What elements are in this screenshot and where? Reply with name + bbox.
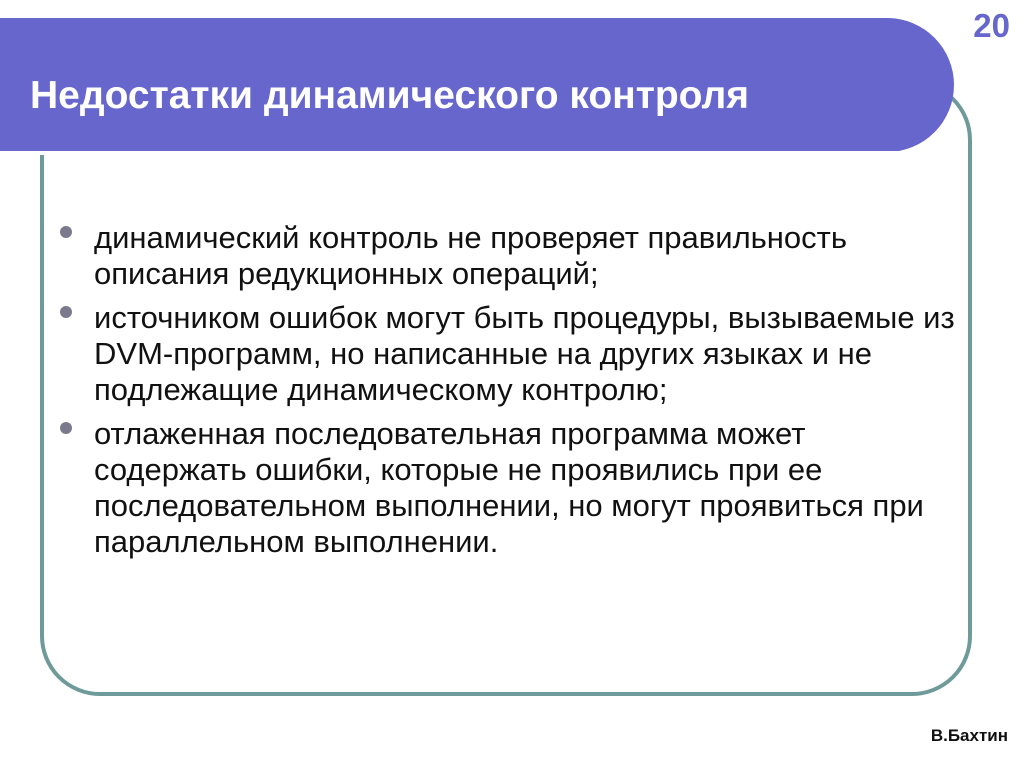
title-underline <box>0 151 905 155</box>
author-footer: В.Бахтин <box>930 726 1008 745</box>
list-item <box>56 220 956 292</box>
bullet-list <box>56 220 956 568</box>
slide-number: 20 <box>973 7 1010 44</box>
bullet-text: источником ошибок могут быть процедуры, вызываемые из DVM-программ, но написанные на других языках и не подлежащие динамическому контролю; <box>94 300 955 407</box>
list-item <box>56 416 956 560</box>
bullet-text: отлаженная последовательная программа может содержать ошибки, которые не проявились при ее последовательном выполнении, но могут проявиться при параллельном выполнении. <box>94 416 924 559</box>
bullet-dot-icon <box>60 226 72 238</box>
list-item <box>56 300 956 408</box>
slide-title: Недостатки динамического контроля <box>30 74 750 117</box>
bullet-dot-icon <box>60 422 72 434</box>
bullet-dot-icon <box>60 306 72 318</box>
bullet-text: динамический контроль не проверяет правильность описания редукционных операций; <box>94 220 848 291</box>
